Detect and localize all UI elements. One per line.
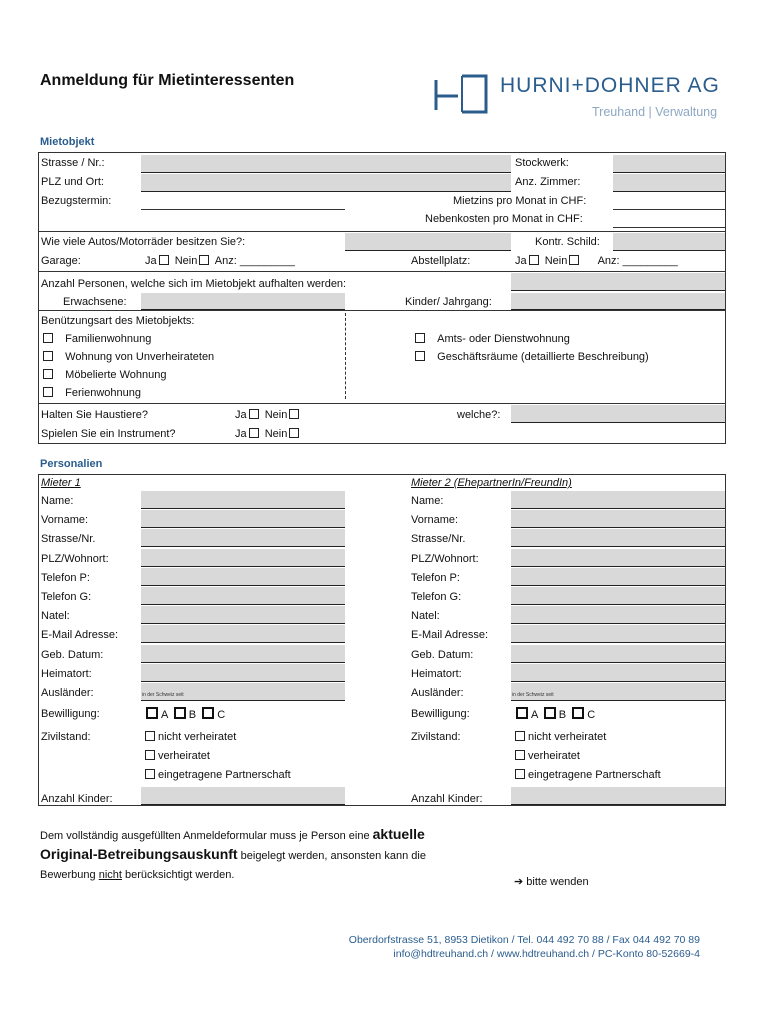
label-zimmer: Anz. Zimmer:	[515, 176, 581, 188]
label-abstell: Abstellplatz:	[411, 255, 471, 267]
label-garage: Garage:	[41, 255, 81, 267]
bewilligung-b-checkbox[interactable]	[174, 707, 186, 719]
garage-nein-checkbox[interactable]	[199, 255, 209, 265]
mieter2-field-input[interactable]	[511, 683, 725, 701]
mietobjekt-box	[38, 152, 726, 444]
label-benutzung: Benützungsart des Mietobjekts:	[41, 315, 195, 327]
label-field-2: PLZ/Wohnort:	[411, 552, 479, 565]
checkbox[interactable]	[515, 750, 525, 760]
b-label: B	[558, 709, 567, 721]
garage-anz[interactable]: Anz: _________	[214, 255, 295, 267]
mieter2-field-input[interactable]	[511, 645, 725, 663]
garage-ja-checkbox[interactable]	[159, 255, 169, 265]
note-line-1	[40, 826, 425, 842]
abstell-ja-label: Ja	[515, 255, 527, 267]
label-anzahl-kinder-2: Anzahl Kinder:	[411, 793, 483, 805]
option-label: verheiratet	[158, 750, 210, 762]
mieter1-field-input[interactable]	[141, 664, 345, 682]
instrument-ja-checkbox[interactable]	[249, 428, 259, 438]
abstell-nein-label: Nein	[544, 255, 568, 267]
bewilligung-options-1	[143, 707, 225, 722]
zivil2-partner[interactable]	[513, 769, 661, 782]
section-personalien-heading: Personalien	[40, 458, 103, 470]
company-logo	[432, 72, 732, 122]
checkbox[interactable]	[145, 750, 155, 760]
label-anzahl-personen: Anzahl Personen, welche sich im Mietobjekt aufhalten werden:	[41, 278, 347, 290]
zivil1-nicht[interactable]	[143, 731, 236, 744]
stockwerk-input[interactable]	[613, 155, 725, 173]
label-field-1: Vorname:	[41, 514, 89, 527]
mieter1-field-input[interactable]	[141, 549, 345, 567]
label-nebenkosten: Nebenkosten pro Monat in CHF:	[425, 213, 583, 225]
anzahl-kinder-1-input[interactable]	[141, 787, 345, 805]
divider	[39, 310, 725, 311]
divider	[39, 231, 725, 232]
c-label: C	[587, 709, 596, 721]
option-unverheiratet[interactable]	[41, 351, 214, 364]
option-label: nicht verheiratet	[158, 731, 237, 743]
mieter2-field-input[interactable]	[511, 587, 725, 605]
note-text: Bewerbung	[40, 869, 99, 881]
bezug-input[interactable]	[141, 209, 345, 210]
bewilligung-a-checkbox[interactable]	[146, 707, 158, 719]
label-mietzins: Mietzins pro Monat in CHF:	[453, 195, 587, 207]
anzahl-personen-input[interactable]	[511, 273, 725, 291]
checkbox[interactable]	[43, 369, 53, 379]
bewilligung-c-checkbox[interactable]	[202, 707, 214, 719]
note-underlined: nicht	[98, 869, 122, 881]
dashed-divider	[345, 313, 346, 399]
label-field-2: Geb. Datum:	[411, 648, 474, 661]
haustiere-nein-checkbox[interactable]	[289, 409, 299, 419]
garage-ja-label: Ja	[145, 255, 157, 267]
checkbox[interactable]	[145, 731, 155, 741]
divider	[39, 271, 725, 272]
label-field-1: Name:	[41, 495, 74, 507]
label-erwachsene: Erwachsene:	[63, 296, 127, 308]
kinder-input[interactable]	[511, 293, 725, 310]
label-field-1: Natel:	[41, 610, 70, 623]
label-field-1: E-Mail Adresse:	[41, 629, 119, 642]
label-stockwerk: Stockwerk:	[515, 157, 569, 169]
zivil2-verh[interactable]	[513, 750, 580, 763]
zivil1-partner[interactable]	[143, 769, 291, 782]
strasse-input[interactable]	[141, 155, 511, 173]
option-label: eingetragene Partnerschaft	[528, 769, 661, 781]
plz-input[interactable]	[141, 174, 511, 192]
label-field-2: Name:	[411, 495, 444, 507]
label-field-2: Natel:	[411, 610, 440, 623]
checkbox[interactable]	[515, 731, 525, 741]
label-field-2: Vorname:	[411, 514, 459, 527]
option-label: nicht verheiratet	[528, 731, 607, 743]
mieter1-field-input[interactable]	[141, 587, 345, 605]
anzahl-kinder-2-input[interactable]	[511, 787, 725, 805]
label-field-2: Ausländer:	[411, 687, 464, 699]
note-bold: aktuelle	[372, 826, 425, 842]
in-schweiz-seit-hint: in der Schweiz seit	[512, 692, 554, 698]
label-instrument: Spielen Sie ein Instrument?	[41, 428, 176, 440]
label-field-2: E-Mail Adresse:	[411, 629, 489, 642]
mieter2-field-input[interactable]	[511, 606, 725, 624]
mieter2-field-input[interactable]	[511, 625, 725, 643]
zimmer-input[interactable]	[613, 174, 725, 192]
mieter1-field-input[interactable]	[141, 625, 345, 643]
option-label: verheiratet	[528, 750, 580, 762]
label-strasse: Strasse / Nr.:	[41, 157, 105, 169]
abstell-ja-checkbox[interactable]	[529, 255, 539, 265]
haustiere-ja-checkbox[interactable]	[249, 409, 259, 419]
nein-label: Nein	[264, 428, 288, 440]
checkbox[interactable]	[515, 769, 525, 779]
option-label: Familienwohnung	[65, 333, 152, 345]
ja-label: Ja	[235, 428, 247, 440]
divider	[39, 403, 725, 404]
personalien-box	[38, 474, 726, 806]
mieter1-heading: Mieter 1	[41, 477, 81, 489]
mieter1-field-input[interactable]	[141, 491, 345, 509]
label-field-2: Telefon P:	[411, 571, 460, 584]
checkbox[interactable]	[43, 333, 53, 343]
note-line-3	[40, 869, 234, 881]
instrument-nein-checkbox[interactable]	[289, 428, 299, 438]
label-zivilstand-1: Zivilstand:	[41, 731, 91, 743]
mieter1-field-input[interactable]	[141, 683, 345, 701]
note-line-2	[40, 846, 426, 862]
label-field-1: Heimatort:	[41, 667, 92, 680]
label-field-2: Telefon G:	[411, 591, 462, 603]
note-bold: Original-Betreibungsauskunft	[40, 846, 238, 862]
mieter2-field-input[interactable]	[511, 491, 725, 509]
footer-contact: info@hdtreuhand.ch / www.hdtreuhand.ch / PC-Konto 80-52669-4	[393, 948, 700, 960]
mieter2-field-input[interactable]	[511, 568, 725, 586]
mieter2-field-input[interactable]	[511, 664, 725, 682]
label-bewilligung-1: Bewilligung:	[41, 708, 100, 720]
option-label: Möbelierte Wohnung	[65, 369, 167, 381]
mieter1-field-input[interactable]	[141, 606, 345, 624]
haustiere-options	[235, 409, 302, 422]
a-label: A	[161, 709, 168, 721]
bewilligung-a-checkbox[interactable]	[516, 707, 528, 719]
erwachsene-input[interactable]	[141, 293, 345, 310]
checkbox[interactable]	[415, 351, 425, 361]
option-label: Amts- oder Dienstwohnung	[437, 333, 570, 345]
label-field-1: PLZ/Wohnort:	[41, 552, 109, 565]
zivil1-verh[interactable]	[143, 750, 210, 763]
checkbox[interactable]	[43, 387, 53, 397]
label-plz: PLZ und Ort:	[41, 176, 104, 188]
mieter2-heading: Mieter 2 (EhepartnerIn/FreundIn)	[411, 477, 572, 489]
mieter1-field-input[interactable]	[141, 568, 345, 586]
checkbox[interactable]	[43, 351, 53, 361]
nebenkosten-input[interactable]	[613, 227, 725, 228]
option-label: Ferienwohnung	[65, 387, 142, 399]
abstell-anz[interactable]: Anz: _________	[597, 255, 678, 267]
instrument-options	[235, 428, 302, 441]
note-text: beigelegt werden, ansonsten kann die	[237, 850, 426, 862]
bewilligung-c-checkbox[interactable]	[572, 707, 584, 719]
option-amts[interactable]	[413, 333, 570, 346]
kontr-input[interactable]	[613, 233, 725, 251]
label-bewilligung-2: Bewilligung:	[411, 708, 470, 720]
mietzins-input[interactable]	[613, 209, 725, 210]
label-field-1: Geb. Datum:	[41, 648, 104, 661]
bewilligung-b-checkbox[interactable]	[544, 707, 556, 719]
mieter1-field-input[interactable]	[141, 645, 345, 663]
label-welche: welche?:	[457, 409, 501, 421]
a-label: A	[531, 709, 538, 721]
label-kinder: Kinder/ Jahrgang:	[405, 296, 492, 308]
ja-label: Ja	[235, 409, 247, 421]
checkbox[interactable]	[145, 769, 155, 779]
label-field-1: Ausländer:	[41, 687, 94, 699]
label-field-1: Telefon G:	[41, 591, 92, 603]
footer-address: Oberdorfstrasse 51, 8953 Dietikon / Tel. 044 492 70 88 / Fax 044 492 70 89	[348, 934, 700, 946]
label-anzahl-kinder-1: Anzahl Kinder:	[41, 793, 113, 805]
autos-input[interactable]	[345, 233, 511, 251]
bitte-wenden: ➔ bitte wenden	[514, 876, 589, 888]
option-label: Geschäftsräume (detaillierte Beschreibung)	[437, 351, 649, 363]
label-zivilstand-2: Zivilstand:	[411, 731, 461, 743]
label-kontr: Kontr. Schild:	[535, 236, 600, 248]
option-familie[interactable]	[41, 333, 151, 346]
label-autos: Wie viele Autos/Motorräder besitzen Sie?:	[41, 236, 246, 248]
mieter2-field-input[interactable]	[511, 549, 725, 567]
zivil2-nicht[interactable]	[513, 731, 606, 744]
abstell-options	[515, 255, 678, 268]
label-field-1: Telefon P:	[41, 571, 90, 584]
welche-input[interactable]	[511, 405, 725, 423]
label-bezug: Bezugstermin:	[41, 195, 112, 207]
mieter1-field-input[interactable]	[141, 529, 345, 547]
mieter1-field-input[interactable]	[141, 510, 345, 528]
option-geschaeft[interactable]	[413, 351, 649, 364]
nein-label: Nein	[264, 409, 288, 421]
label-field-1: Strasse/Nr.	[41, 533, 96, 546]
b-label: B	[188, 709, 197, 721]
mieter2-field-input[interactable]	[511, 529, 725, 547]
garage-nein-label: Nein	[174, 255, 198, 267]
label-field-2: Strasse/Nr.	[411, 533, 466, 546]
label-haustiere: Halten Sie Haustiere?	[41, 409, 149, 421]
checkbox[interactable]	[415, 333, 425, 343]
c-label: C	[217, 709, 226, 721]
garage-options	[145, 255, 295, 268]
note-text: berücksichtigt werden.	[121, 869, 235, 881]
logo-subtitle: Treuhand | Verwaltung	[592, 105, 718, 119]
logo-name: HURNI+DOHNER AG	[500, 74, 720, 97]
note-text: Dem vollständig ausgefüllten Anmeldeformular muss je Person eine	[40, 830, 373, 842]
mieter2-field-input[interactable]	[511, 510, 725, 528]
in-schweiz-seit-hint: in der Schweiz seit	[142, 692, 184, 698]
abstell-nein-checkbox[interactable]	[569, 255, 579, 265]
option-moebeliert[interactable]	[41, 369, 166, 382]
option-label: eingetragene Partnerschaft	[158, 769, 291, 781]
label-field-2: Heimatort:	[411, 667, 462, 680]
hd-logo-icon	[432, 72, 492, 116]
page-title: Anmeldung für Mietinteressenten	[40, 72, 295, 89]
bewilligung-options-2	[513, 707, 595, 722]
option-label: Wohnung von Unverheirateten	[65, 351, 215, 363]
section-mietobjekt-heading: Mietobjekt	[40, 136, 95, 148]
option-ferien[interactable]	[41, 387, 141, 400]
